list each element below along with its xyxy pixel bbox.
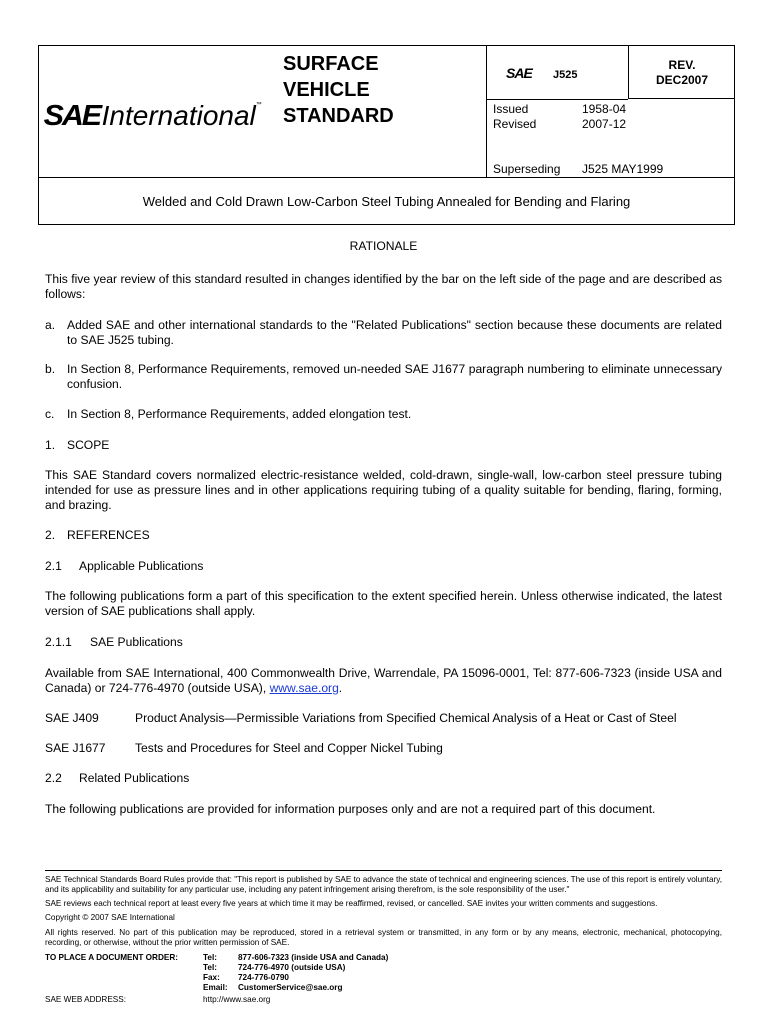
- rationale-item-text: In Section 8, Performance Requirements, added elongation test.: [67, 407, 412, 421]
- web-address-value: http://www.sae.org: [203, 995, 271, 1004]
- contact-line: [203, 963, 388, 973]
- trademark-symbol: ™: [255, 102, 262, 108]
- web-address-label: SAE WEB ADDRESS:: [45, 995, 126, 1004]
- contact-label: Fax:: [203, 973, 220, 982]
- contact-line: [203, 973, 388, 983]
- info-divider: [486, 99, 628, 100]
- rationale-intro: This five year review of this standard resulted in changes identified by the bar on the left side of the page and are described as follows:: [45, 272, 722, 301]
- rationale-item-letter: c.: [45, 407, 55, 421]
- issued-value: 1958-04: [582, 102, 627, 116]
- scope-text: This SAE Standard covers normalized electric-resistance welded, cold-drawn, single-wall, low-carbon steel pressure tubing intended for use as pressure lines and in other applications requiring tubing of a quality suitable for bending, flaring, forming, and brazing.: [45, 468, 722, 512]
- rationale-heading: RATIONALE: [349, 239, 418, 253]
- revision-label: REV.: [668, 58, 696, 72]
- section-number: 1.: [45, 438, 56, 452]
- contact-value: 724-776-0790: [238, 973, 289, 982]
- contact-value: CustomerService@sae.org: [238, 983, 343, 992]
- contact-value: 724-776-4970 (outside USA): [238, 963, 346, 972]
- applicable-publications-text: The following publications form a part of this specification to the extent specified herein. Unless otherwise indicated, the latest version of SAE publications shall apply.: [45, 589, 722, 618]
- section-number: 2.2: [45, 771, 62, 785]
- reference-title: Product Analysis—Permissible Variations from Specified Chemical Analysis of a Heat or Cast of Steel: [135, 711, 677, 725]
- document-number: J525: [553, 69, 578, 81]
- superseding-value: J525 MAY1999: [582, 162, 664, 176]
- contact-line: [203, 953, 388, 963]
- reference-entry: [45, 741, 443, 756]
- section-heading-references: [45, 528, 150, 543]
- document-info-cell: [486, 46, 664, 177]
- sae-publications-address: Available from SAE International, 400 Commonwealth Drive, Warrendale, PA 15096-0001, Tel: 877-606-7323 (inside USA and Canada) or 724-776-4970 (outside USA),: [45, 666, 722, 695]
- section-title: SCOPE: [67, 438, 110, 452]
- contact-value: 877-606-7323 (inside USA and Canada): [238, 953, 389, 962]
- section-title: SAE Publications: [90, 635, 183, 649]
- section-number: 2.: [45, 528, 56, 542]
- standard-type-title: [283, 51, 394, 129]
- section-title: REFERENCES: [67, 528, 150, 542]
- order-contacts: [203, 953, 388, 993]
- order-label: TO PLACE A DOCUMENT ORDER:: [45, 953, 178, 962]
- rationale-item-text: Added SAE and other international standards to the "Related Publications" section because these documents are related to SAE J525 tubing.: [67, 318, 722, 347]
- section-heading-2-1: [45, 559, 203, 574]
- sae-website-link[interactable]: www.sae.org: [269, 681, 339, 695]
- copyright-text: Copyright © 2007 SAE International: [45, 913, 175, 922]
- rationale-item-text: In Section 8, Performance Requirements, removed un-needed SAE J1677 paragraph numbering to eliminate unnecessary confusion.: [67, 362, 722, 391]
- standard-type-line: STANDARD: [283, 105, 394, 127]
- section-number: 2.1: [45, 559, 62, 573]
- sae-publications-text: [45, 666, 722, 696]
- review-policy-text: SAE reviews each technical report at least every five years at which time it may be reaffirmed, revised, or cancelled. SAE invites your written comments and suggestions.: [45, 899, 658, 908]
- sae-logo-word: International: [101, 100, 256, 131]
- document-header: [38, 45, 735, 225]
- superseding-label: Superseding: [493, 162, 561, 176]
- reference-code: SAE J1677: [45, 741, 106, 755]
- sae-logo-mark: SAE: [43, 100, 100, 132]
- section-title: Applicable Publications: [79, 559, 204, 573]
- rights-text: All rights reserved. No part of this publication may be reproduced, stored in a retrieval system or transmitted, in any form or by any means, electronic, mechanical, photocopying, recording, or otherwise, without the prior written permission of SAE.: [45, 928, 722, 947]
- logo-cell: [39, 46, 283, 177]
- section-title: Related Publications: [79, 771, 190, 785]
- related-publications-text: The following publications are provided for information purposes only and are not a required part of this document.: [45, 802, 656, 816]
- footer-divider: [45, 870, 722, 871]
- section-heading-2-1-1: [45, 635, 183, 650]
- standard-type-line: VEHICLE: [283, 79, 370, 101]
- contact-label: Tel:: [203, 953, 217, 962]
- issued-label: Issued: [493, 102, 529, 116]
- section-heading-scope: [45, 438, 109, 453]
- document-title: Welded and Cold Drawn Low-Carbon Steel Tubing Annealed for Bending and Flaring: [142, 194, 631, 209]
- sae-international-logo: [45, 100, 262, 133]
- standard-type-cell: [283, 46, 486, 177]
- revised-label: Revised: [493, 117, 537, 131]
- header-title-row: [39, 177, 734, 225]
- revision-value: DEC2007: [655, 73, 709, 87]
- section-heading-2-2: [45, 771, 189, 786]
- reference-title: Tests and Procedures for Steel and Copper Nickel Tubing: [135, 741, 443, 755]
- sentence-end: .: [338, 681, 343, 695]
- rationale-item-letter: b.: [45, 362, 56, 376]
- revision-cell: [628, 46, 735, 99]
- header-top-row: [39, 46, 734, 178]
- reference-code: SAE J409: [45, 711, 99, 725]
- section-number: 2.1.1: [45, 635, 72, 649]
- contact-label: Email:: [203, 983, 228, 992]
- rationale-item-letter: a.: [45, 318, 56, 332]
- board-rules-text: SAE Technical Standards Board Rules provide that: "This report is published by SAE to advance the state of technical and engineering sciences. The use of this report is entirely voluntary, and its applicability and suitability for any particular use, including any patent infringement arising therefrom, is the sole responsibility of the user.": [45, 875, 722, 894]
- contact-label: Tel:: [203, 963, 217, 972]
- small-sae-logo: SAE: [506, 65, 532, 81]
- revised-value: 2007-12: [582, 117, 627, 131]
- reference-entry: [45, 711, 677, 726]
- standard-type-line: SURFACE: [283, 53, 379, 75]
- contact-line: [203, 983, 388, 993]
